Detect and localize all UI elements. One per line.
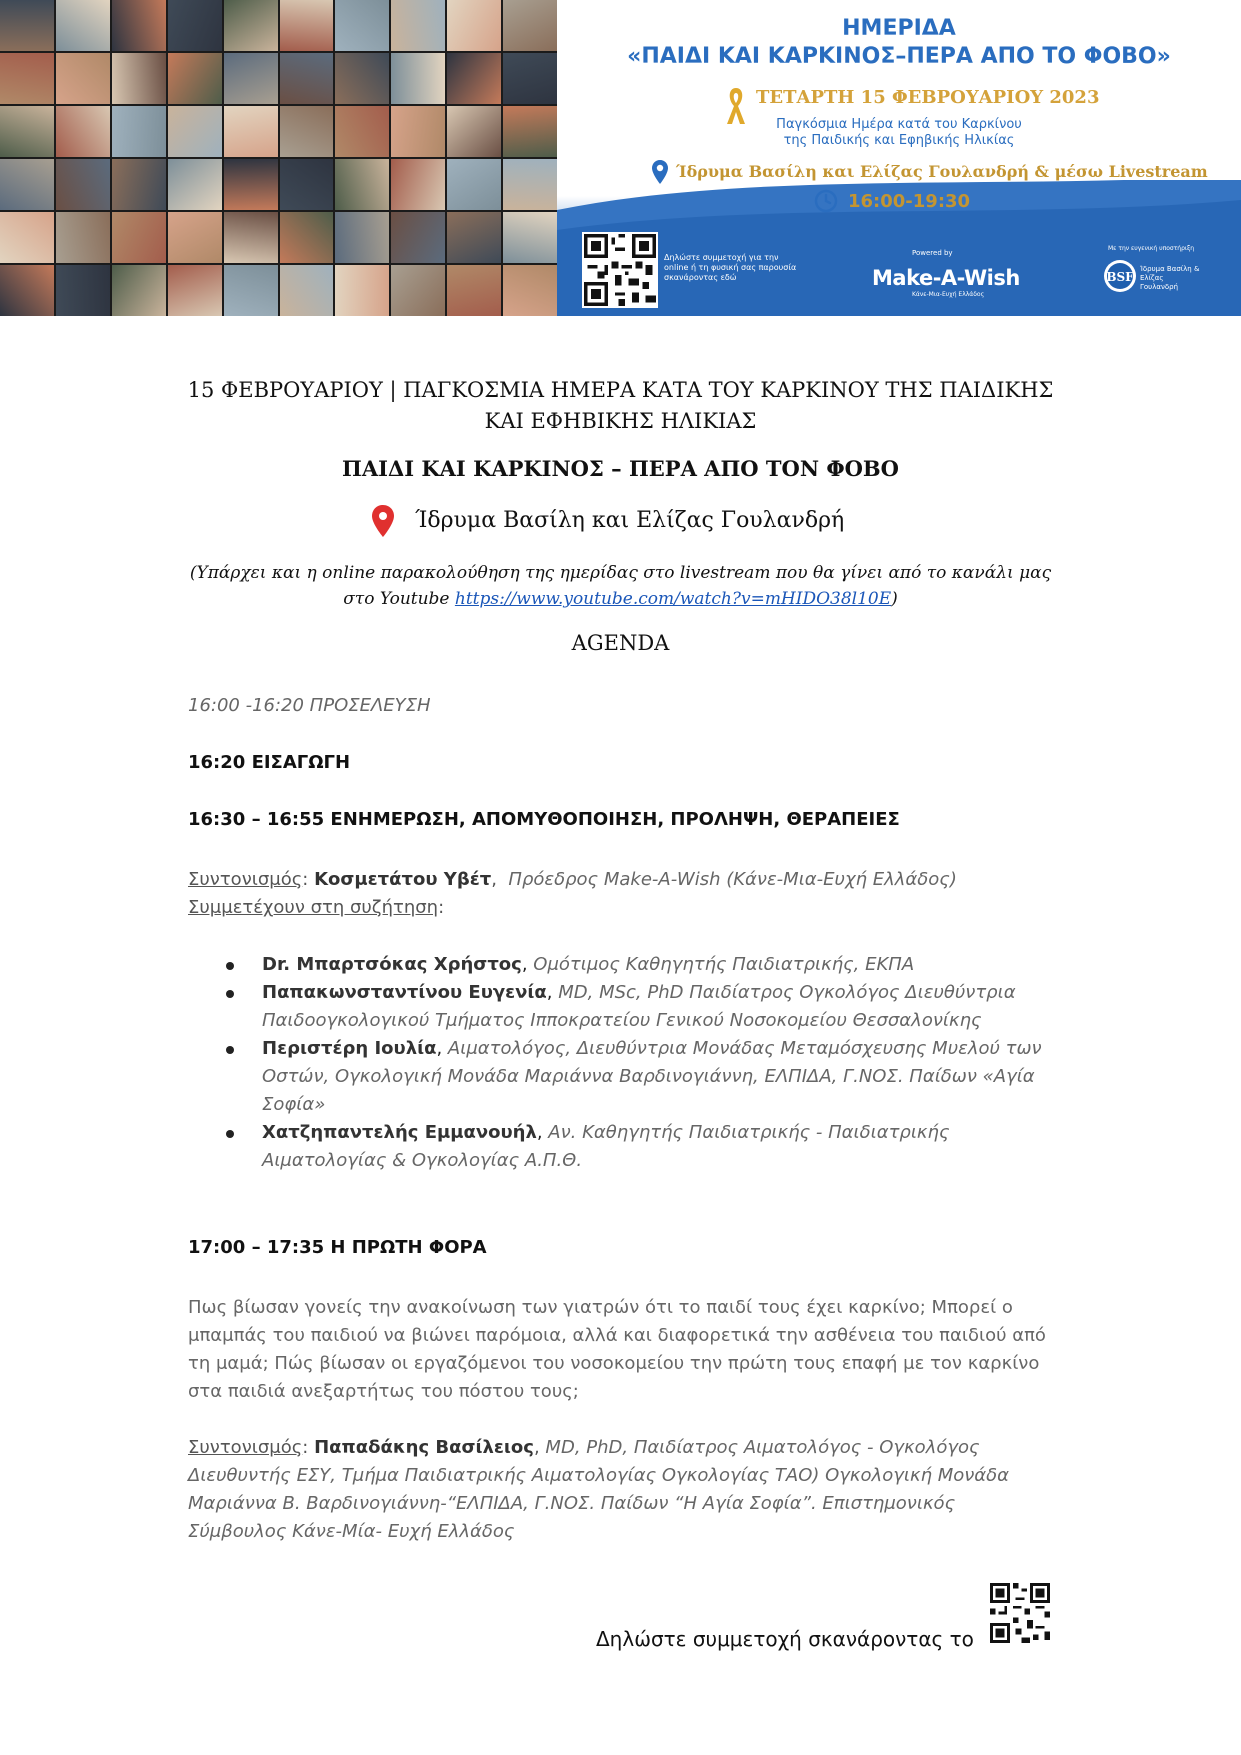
coordinator-name: Κοσμετάτου Υβέτ [314,869,492,890]
event-heading-line1: 15 ΦΕΒΡΟΥΑΡΙΟΥ | ΠΑΓΚΟΣΜΙΑ ΗΜΕΡΑ ΚΑΤΑ ΤΟΥ ΚΑΡΚΙΝΟΥ ΤΗΣ ΠΑΙΔΙΚΗΣ [187,378,1054,402]
collage-photo [335,212,389,263]
collage-photo [280,106,334,157]
online-note-prefix: στο Youtube [343,589,455,609]
location-pin-icon [651,160,669,184]
coordination-label: Συντονισμός [188,869,303,890]
coordinator-name: Παπαδάκης Βασίλειος [314,1437,534,1458]
banner-subtitle-line1: Παγκόσμια Ημέρα κατά του Καρκίνου [776,117,1022,132]
collage-photo [0,212,54,263]
qr-code-icon[interactable] [990,1583,1050,1643]
collage-photo [280,212,334,263]
participant-name: Χατζηπαντελής Εμμανουήλ [262,1122,537,1143]
collage-photo [503,106,557,157]
session1-coordination [188,866,1048,922]
participant-role: Αν. Καθηγητής Παιδιατρικής - Παιδιατρικής Αιματολογίας & Ογκολογίας Α.Π.Θ. [262,1122,950,1171]
collage-photo [280,265,334,316]
collage-photo [56,53,110,104]
collage-photo [503,53,557,104]
collage-photo [0,265,54,316]
banner-time: 16:00-19:30 [848,191,971,212]
list-item: Περιστέρη Ιουλία, Αιματολόγος, Διευθύντρια Μονάδας Μεταμόσχευσης Μυελού των Οστών, Ογκολογική Μονάδα Μαριάννα Βαρδινογιάννη, ΕΛΠΙΔΑ, Γ.ΝΟΣ. Παίδων «Αγία Σοφία» [262,1035,1062,1119]
collage-photo [112,212,166,263]
collage-photo [391,0,445,51]
collage-photo [168,0,222,51]
collage-photo [168,106,222,157]
participant-role: MD, MSc, PhD Παιδίατρος Ογκολόγος Διευθύντρια Παιδοογκολογικού Τμήματος Ιπποκρατείου Γενικού Νοσοκομείου Θεσσαλονίκης [262,982,1016,1031]
collage-photo [391,53,445,104]
collage-photo [0,106,54,157]
collage-photo [112,53,166,104]
location-pin-icon [372,505,394,537]
participants-line: Συμμετέχουν στη συζήτηση: [188,897,445,918]
venue-name: Ίδρυμα Βασίλη και Ελίζας Γουλανδρή [415,508,845,533]
youtube-link[interactable]: https://www.youtube.com/watch?v=mHIDO38l10E [454,589,892,609]
collage-photo [168,265,222,316]
collage-photo [224,265,278,316]
banner-qr-text: Δηλώστε συμμετοχή για την online ή τη φυσική σας παρουσία σκανάροντας εδώ [664,253,797,282]
collage-photo [447,53,501,104]
collage-photo [56,159,110,210]
collage-photo [335,0,389,51]
collage-photo [0,53,54,104]
collage-photo [335,159,389,210]
collage-photo [391,212,445,263]
list-item: Παπακωνσταντίνου Ευγενία, MD, MSc, PhD Παιδίατρος Ογκολόγος Διευθύντρια Παιδοογκολογικού Τμήματος Ιπποκρατείου Γενικού Νοσοκομείου Θεσσαλονίκης [262,979,1062,1035]
collage-photo [391,106,445,157]
collage-photo [56,0,110,51]
participant-role: Αιματολόγος, Διευθύντρια Μονάδας Μεταμόσχευσης Μυελού των Οστών, Ογκολογική Μονάδα Μαριάννα Βαρδινογιάννη, ΕΛΠΙΔΑ, Γ.ΝΟΣ. Παίδων «Αγία Σοφία» [262,1038,1042,1115]
collage-photo [335,53,389,104]
clock-icon [814,189,838,213]
collage-photo [168,53,222,104]
banner-date: ΤΕΤΑΡΤΗ 15 ΦΕΒΡΟΥΑΡΙΟΥ 2023 [756,87,1100,108]
coordinator-role: MD, PhD, Παιδίατρος Αιματολόγος - Ογκολόγος Διευθυντής ΕΣΥ, Τμήμα Παιδιατρικής Αιματολογίας Ογκολογίας ΤΑΟ) Ογκολογική Μονάδα Μαριάννα Β. Βαρδινογιάννη-“ΕΛΠΙΔΑ, Γ.ΝΟΣ. Παίδων “Η Αγία Σοφία”. Επιστημονικός Σύμβουλος Κάνε-Μία- Ευχή Ελλάδος [188,1437,1010,1542]
agenda-slot-intro: 16:20 ΕΙΣΑΓΩΓΗ [188,752,351,773]
collage-photo [447,265,501,316]
photo-collage [0,0,557,316]
header-banner [0,0,1241,316]
banner-subtitle-line2: της Παιδικής και Εφηβικής Ηλικίας [783,133,1015,148]
coordinator-role: Πρόεδρος Make-A-Wish (Κάνε-Μια-Ευχή Ελλάδος) [508,869,957,890]
collage-photo [56,106,110,157]
collage-photo [335,265,389,316]
collage-photo [112,106,166,157]
participants-label: Συμμετέχουν στη συζήτηση [188,897,439,918]
event-heading-line2: ΚΑΙ ΕΦΗΒΙΚΗΣ ΗΛΙΚΙΑΣ [484,409,757,433]
collage-photo [447,212,501,263]
collage-photo [168,159,222,210]
collage-photo [224,212,278,263]
collage-photo [447,159,501,210]
svg-text:BSF: BSF [1106,270,1134,284]
list-item: Χατζηπαντελής Εμμανουήλ, Αν. Καθηγητής Παιδιατρικής - Παιδιατρικής Αιματολογίας & Ογκολογίας Α.Π.Θ. [262,1119,1062,1175]
collage-photo [280,0,334,51]
collage-photo [168,212,222,263]
coordination-label: Συντονισμός [188,1437,303,1458]
footer-registration-text: Δηλώστε συμμετοχή σκανάροντας το [596,1627,974,1651]
collage-photo [224,106,278,157]
banner-title-line1: ΗΜΕΡΙΔΑ [842,16,956,41]
make-a-wish-logo: Make-A-Wish [872,266,1020,290]
agenda-slot-info: 16:30 – 16:55 ΕΝΗΜΕΡΩΣΗ, ΑΠΟΜΥΘΟΠΟΙΗΣΗ, ΠΡΟΛΗΨΗ, ΘΕΡΑΠΕΙΕΣ [188,809,900,830]
session2-coordination: Συντονισμός: Παπαδάκης Βασίλειος, MD, PhD, Παιδίατρος Αιματολόγος - Ογκολόγος Διευθυντής ΕΣΥ, Τμήμα Παιδιατρικής Αιματολογίας Ογκολογίας ΤΑΟ) Ογκολογική Μονάδα Μαριάννα Β. Βαρδινογιάννη-“ΕΛΠΙΔΑ, Γ.ΝΟΣ. Παίδων “Η Αγία Σοφία”. Επιστημονικός Σύμβουλος Κάνε-Μία- Ευχή Ελλάδος [188,1437,1010,1542]
online-note-suffix: ) [891,589,898,609]
foundation-name: Ίδρυμα Βασίλη & Ελίζας Γουλανδρή [1140,265,1200,291]
online-note [140,560,1101,612]
coordinator-line: Συντονισμός: Κοσμετάτου Υβέτ, Πρόεδρος Make-A-Wish (Κάνε-Μια-Ευχή Ελλάδος) [188,869,957,890]
make-a-wish-subtitle: Κάνε-Μια-Ευχή Ελλάδος [912,291,985,298]
collage-photo [335,106,389,157]
collage-photo [503,212,557,263]
banner-venue: Ίδρυμα Βασίλη και Ελίζας Γουλανδρή & μέσω Livestream [676,162,1208,181]
online-note-line2 [140,586,1101,612]
foundation-logo-icon [1103,259,1137,293]
qr-code-icon[interactable] [582,232,658,308]
online-note-line1: (Υπάρχει και η online παρακολούθηση της ημερίδας στο livestream που θα γίνει από το κανάλι μας [189,563,1052,583]
banner-title-line2: «ΠΑΙΔΙ ΚΑΙ ΚΑΡΚΙΝΟΣ–ΠΕΡΑ ΑΠΟ ΤΟ ΦΟΒΟ» [627,44,1171,69]
participant-name: Dr. Μπαρτσόκας Χρήστος [262,954,522,975]
session2-description: Πως βίωσαν γονείς την ανακοίνωση των γιατρών ότι το παιδί τους έχει καρκίνο; Μπορεί ο μπαμπάς του παιδιού να βιώνει παρόμοια, αλλά και διαφορετικά την ασθένεια του παιδιού από τη μαμά; Πώς βίωσαν οι εργαζόμενοι του νοσοκομείου την πρώτη τους επαφή με τον καρκίνο στα παιδιά ανεξαρτήτως του πόστου τους; [188,1297,1046,1402]
participants-list [262,951,1062,1175]
collage-photo [503,0,557,51]
collage-photo [447,106,501,157]
list-item: Dr. Μπαρτσόκας Χρήστος, Ομότιμος Καθηγητής Παιδιατρικής, ΕΚΠΑ [262,951,1062,979]
support-label: Με την ευγενική υποστήριξη [1108,245,1195,252]
event-title: ΠΑΙΔΙ ΚΑΙ ΚΑΡΚΙΝΟΣ – ΠΕΡΑ ΑΠΟ ΤΟΝ ΦΟΒΟ [342,456,899,481]
collage-photo [0,0,54,51]
collage-photo [447,0,501,51]
participant-name: Περιστέρη Ιουλία [262,1038,437,1059]
collage-photo [503,159,557,210]
collage-photo [280,53,334,104]
agenda-slot-arrival: 16:00 -16:20 ΠΡΟΣΕΛΕΥΣΗ [188,695,431,716]
collage-photo [56,212,110,263]
collage-photo [112,159,166,210]
collage-photo [224,159,278,210]
collage-photo [112,0,166,51]
collage-photo [280,159,334,210]
collage-photo [112,265,166,316]
collage-photo [56,265,110,316]
event-heading [140,375,1101,437]
agenda-slot-first-time: 17:00 – 17:35 Η ΠΡΩΤΗ ΦΟΡΑ [188,1237,487,1258]
agenda-heading: AGENDA [571,631,670,655]
participant-name: Παπακωνσταντίνου Ευγενία [262,982,547,1003]
collage-photo [224,53,278,104]
participant-role: Ομότιμος Καθηγητής Παιδιατρικής, ΕΚΠΑ [533,954,915,975]
collage-photo [224,0,278,51]
collage-photo [503,265,557,316]
collage-photo [391,265,445,316]
collage-photo [0,159,54,210]
collage-photo [391,159,445,210]
powered-by-label: Powered by [912,249,953,257]
